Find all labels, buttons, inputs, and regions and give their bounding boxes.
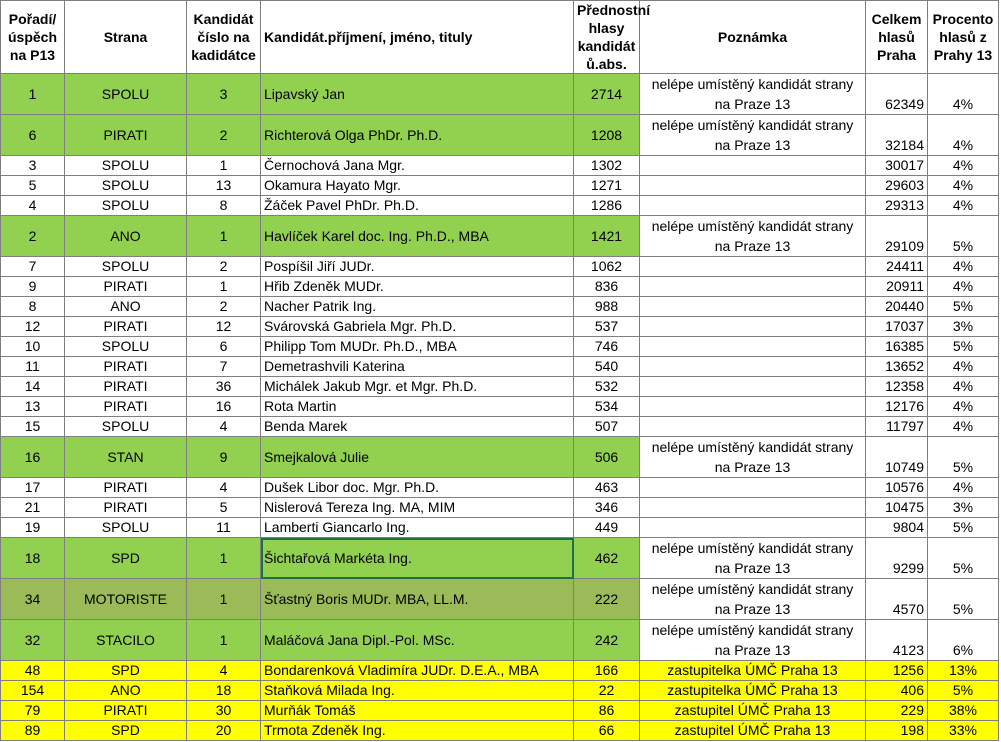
cell-party[interactable]: MOTORISTE bbox=[65, 579, 187, 620]
cell-rank[interactable]: 5 bbox=[1, 176, 65, 196]
header-candidate-number[interactable]: Kandidát číslo na kadidátce bbox=[187, 1, 261, 74]
cell-note[interactable]: nelépe umístěný kandidát strany na Praze 13 bbox=[640, 437, 866, 478]
cell-note[interactable] bbox=[640, 196, 866, 216]
cell-total[interactable]: 16385 bbox=[866, 337, 928, 357]
table-row bbox=[1, 538, 999, 579]
cell-note[interactable] bbox=[640, 357, 866, 377]
cell-rank[interactable]: 17 bbox=[1, 478, 65, 498]
cell-name[interactable]: Rota Martin bbox=[261, 397, 574, 417]
cell-total[interactable]: 12358 bbox=[866, 377, 928, 397]
cell-number[interactable]: 6 bbox=[187, 337, 261, 357]
table-row bbox=[1, 579, 999, 620]
cell-number[interactable]: 1 bbox=[187, 156, 261, 176]
table-row bbox=[1, 297, 999, 317]
cell-rank[interactable]: 79 bbox=[1, 701, 65, 721]
cell-pct[interactable]: 4% bbox=[928, 417, 999, 437]
table-row bbox=[1, 74, 999, 115]
cell-pct[interactable]: 5% bbox=[928, 297, 999, 317]
cell-party[interactable]: PIRATI bbox=[65, 357, 187, 377]
cell-number[interactable]: 5 bbox=[187, 498, 261, 518]
cell-rank[interactable]: 18 bbox=[1, 538, 65, 579]
cell-pref[interactable]: 166 bbox=[574, 661, 640, 681]
cell-number[interactable]: 36 bbox=[187, 377, 261, 397]
cell-total[interactable]: 29603 bbox=[866, 176, 928, 196]
cell-total[interactable]: 229 bbox=[866, 701, 928, 721]
cell-party[interactable]: SPD bbox=[65, 661, 187, 681]
cell-pref[interactable]: 463 bbox=[574, 478, 640, 498]
cell-party[interactable]: SPD bbox=[65, 538, 187, 579]
cell-pref[interactable]: 836 bbox=[574, 277, 640, 297]
cell-name[interactable]: Smejkalová Julie bbox=[261, 437, 574, 478]
cell-note[interactable]: zastupitel ÚMČ Praha 13 bbox=[640, 701, 866, 721]
cell-name[interactable]: Okamura Hayato Mgr. bbox=[261, 176, 574, 196]
cell-total[interactable]: 12176 bbox=[866, 397, 928, 417]
cell-note[interactable]: nelépe umístěný kandidát strany na Praze 13 bbox=[640, 216, 866, 257]
cell-pref[interactable]: 1302 bbox=[574, 156, 640, 176]
cell-total[interactable]: 62349 bbox=[866, 74, 928, 115]
cell-note[interactable]: nelépe umístěný kandidát strany na Praze 13 bbox=[640, 538, 866, 579]
cell-rank[interactable]: 32 bbox=[1, 620, 65, 661]
cell-rank[interactable]: 9 bbox=[1, 277, 65, 297]
cell-note[interactable]: nelépe umístěný kandidát strany na Praze 13 bbox=[640, 74, 866, 115]
table-row bbox=[1, 257, 999, 277]
cell-pref[interactable]: 506 bbox=[574, 437, 640, 478]
cell-rank[interactable]: 3 bbox=[1, 156, 65, 176]
cell-pref[interactable]: 449 bbox=[574, 518, 640, 538]
cell-name[interactable]: Maláčová Jana Dipl.-Pol. MSc. bbox=[261, 620, 574, 661]
cell-party[interactable]: ANO bbox=[65, 297, 187, 317]
cell-pref[interactable]: 1208 bbox=[574, 115, 640, 156]
cell-pct[interactable]: 3% bbox=[928, 498, 999, 518]
table-row bbox=[1, 478, 999, 498]
cell-number[interactable]: 13 bbox=[187, 176, 261, 196]
cell-name[interactable]: Lamberti Giancarlo Ing. bbox=[261, 518, 574, 538]
cell-number[interactable]: 1 bbox=[187, 277, 261, 297]
cell-number[interactable]: 1 bbox=[187, 216, 261, 257]
header-party[interactable]: Strana bbox=[65, 1, 187, 74]
cell-name[interactable]: Michálek Jakub Mgr. et Mgr. Ph.D. bbox=[261, 377, 574, 397]
cell-rank[interactable]: 8 bbox=[1, 297, 65, 317]
cell-rank[interactable]: 16 bbox=[1, 437, 65, 478]
cell-pref[interactable]: 1271 bbox=[574, 176, 640, 196]
cell-number[interactable]: 1 bbox=[187, 538, 261, 579]
cell-pref[interactable]: 746 bbox=[574, 337, 640, 357]
cell-note[interactable]: nelépe umístěný kandidát strany na Praze 13 bbox=[640, 579, 866, 620]
cell-name[interactable]: Philipp Tom MUDr. Ph.D., MBA bbox=[261, 337, 574, 357]
cell-name[interactable]: Pospíšil Jiří JUDr. bbox=[261, 257, 574, 277]
table-row bbox=[1, 216, 999, 257]
cell-name[interactable]: Richterová Olga PhDr. Ph.D. bbox=[261, 115, 574, 156]
cell-total[interactable]: 20911 bbox=[866, 277, 928, 297]
cell-party[interactable]: PIRATI bbox=[65, 377, 187, 397]
table-row bbox=[1, 518, 999, 538]
cell-pct[interactable]: 4% bbox=[928, 74, 999, 115]
cell-name[interactable]: Trmota Zdeněk Ing. bbox=[261, 721, 574, 741]
cell-number[interactable]: 30 bbox=[187, 701, 261, 721]
cell-total[interactable]: 29109 bbox=[866, 216, 928, 257]
table-row bbox=[1, 377, 999, 397]
cell-name[interactable]: Nislerová Tereza Ing. MA, MIM bbox=[261, 498, 574, 518]
cell-pct[interactable]: 3% bbox=[928, 317, 999, 337]
cell-note[interactable] bbox=[640, 277, 866, 297]
cell-note[interactable] bbox=[640, 317, 866, 337]
cell-name[interactable]: Lipavský Jan bbox=[261, 74, 574, 115]
cell-pct[interactable]: 5% bbox=[928, 538, 999, 579]
cell-name[interactable]: Nacher Patrik Ing. bbox=[261, 297, 574, 317]
table-row bbox=[1, 620, 999, 661]
cell-pref[interactable]: 534 bbox=[574, 397, 640, 417]
cell-pct[interactable]: 4% bbox=[928, 478, 999, 498]
cell-note[interactable] bbox=[640, 337, 866, 357]
table-row bbox=[1, 437, 999, 478]
cell-rank[interactable]: 2 bbox=[1, 216, 65, 257]
cell-total[interactable]: 198 bbox=[866, 721, 928, 741]
cell-party[interactable]: PIRATI bbox=[65, 115, 187, 156]
cell-note[interactable] bbox=[640, 176, 866, 196]
cell-total[interactable]: 10475 bbox=[866, 498, 928, 518]
cell-pct[interactable]: 5% bbox=[928, 337, 999, 357]
cell-rank[interactable]: 6 bbox=[1, 115, 65, 156]
cell-pct[interactable]: 4% bbox=[928, 257, 999, 277]
cell-pref[interactable]: 242 bbox=[574, 620, 640, 661]
cell-total[interactable]: 10749 bbox=[866, 437, 928, 478]
cell-number[interactable]: 2 bbox=[187, 257, 261, 277]
cell-pct[interactable]: 6% bbox=[928, 620, 999, 661]
cell-rank[interactable]: 13 bbox=[1, 397, 65, 417]
cell-total[interactable]: 13652 bbox=[866, 357, 928, 377]
cell-name[interactable]: Žáček Pavel PhDr. Ph.D. bbox=[261, 196, 574, 216]
cell-number[interactable]: 18 bbox=[187, 681, 261, 701]
cell-rank[interactable]: 1 bbox=[1, 74, 65, 115]
table-row bbox=[1, 701, 999, 721]
cell-name[interactable]: Havlíček Karel doc. Ing. Ph.D., MBA bbox=[261, 216, 574, 257]
cell-pct[interactable]: 4% bbox=[928, 397, 999, 417]
cell-total[interactable]: 4570 bbox=[866, 579, 928, 620]
cell-total[interactable]: 9299 bbox=[866, 538, 928, 579]
cell-pref[interactable]: 462 bbox=[574, 538, 640, 579]
cell-number[interactable]: 9 bbox=[187, 437, 261, 478]
cell-total[interactable]: 20440 bbox=[866, 297, 928, 317]
cell-party[interactable]: PIRATI bbox=[65, 317, 187, 337]
cell-pref[interactable]: 1421 bbox=[574, 216, 640, 257]
cell-party[interactable]: ANO bbox=[65, 681, 187, 701]
cell-rank[interactable]: 14 bbox=[1, 377, 65, 397]
cell-number[interactable]: 3 bbox=[187, 74, 261, 115]
header-candidate-name[interactable]: Kandidát.příjmení, jméno, tituly bbox=[261, 1, 574, 74]
cell-number[interactable]: 7 bbox=[187, 357, 261, 377]
cell-total[interactable]: 10576 bbox=[866, 478, 928, 498]
cell-rank[interactable]: 15 bbox=[1, 417, 65, 437]
cell-pref[interactable]: 86 bbox=[574, 701, 640, 721]
cell-pref[interactable]: 2714 bbox=[574, 74, 640, 115]
cell-total[interactable]: 11797 bbox=[866, 417, 928, 437]
table-row bbox=[1, 661, 999, 681]
cell-party[interactable]: SPD bbox=[65, 721, 187, 741]
cell-rank[interactable]: 7 bbox=[1, 257, 65, 277]
cell-party[interactable]: SPOLU bbox=[65, 337, 187, 357]
cell-pct[interactable]: 4% bbox=[928, 176, 999, 196]
header-preferential-votes[interactable]: Přednostní hlasy kandidát ů.abs. bbox=[574, 1, 640, 74]
cell-pct[interactable]: 33% bbox=[928, 721, 999, 741]
cell-number[interactable]: 2 bbox=[187, 297, 261, 317]
cell-pref[interactable]: 222 bbox=[574, 579, 640, 620]
cell-number[interactable]: 1 bbox=[187, 579, 261, 620]
cell-rank[interactable]: 10 bbox=[1, 337, 65, 357]
cell-party[interactable]: SPOLU bbox=[65, 176, 187, 196]
table-row bbox=[1, 397, 999, 417]
cell-note[interactable] bbox=[640, 478, 866, 498]
cell-party[interactable]: SPOLU bbox=[65, 518, 187, 538]
cell-pct[interactable]: 4% bbox=[928, 196, 999, 216]
cell-note[interactable] bbox=[640, 397, 866, 417]
table-row bbox=[1, 277, 999, 297]
cell-party[interactable]: SPOLU bbox=[65, 196, 187, 216]
cell-name[interactable]: Benda Marek bbox=[261, 417, 574, 437]
header-total-votes[interactable]: Celkem hlasů Praha bbox=[866, 1, 928, 74]
cell-number[interactable]: 4 bbox=[187, 661, 261, 681]
cell-party[interactable]: SPOLU bbox=[65, 417, 187, 437]
cell-pref[interactable]: 988 bbox=[574, 297, 640, 317]
cell-pct[interactable]: 4% bbox=[928, 156, 999, 176]
table-row bbox=[1, 196, 999, 216]
cell-name[interactable]: Demetrashvili Katerina bbox=[261, 357, 574, 377]
cell-pct[interactable]: 5% bbox=[928, 216, 999, 257]
cell-pref[interactable]: 507 bbox=[574, 417, 640, 437]
cell-note[interactable]: zastupitelka ÚMČ Praha 13 bbox=[640, 681, 866, 701]
cell-number[interactable]: 2 bbox=[187, 115, 261, 156]
cell-pct[interactable]: 4% bbox=[928, 357, 999, 377]
cell-name[interactable]: Hřib Zdeněk MUDr. bbox=[261, 277, 574, 297]
cell-pct[interactable]: 5% bbox=[928, 681, 999, 701]
cell-rank[interactable]: 11 bbox=[1, 357, 65, 377]
cell-party[interactable]: SPOLU bbox=[65, 257, 187, 277]
cell-note[interactable]: zastupitelka ÚMČ Praha 13 bbox=[640, 661, 866, 681]
header-percent[interactable]: Procento hlasů z Prahy 13 bbox=[928, 1, 999, 74]
cell-rank[interactable]: 21 bbox=[1, 498, 65, 518]
cell-pct[interactable]: 13% bbox=[928, 661, 999, 681]
cell-pct[interactable]: 4% bbox=[928, 277, 999, 297]
table-row bbox=[1, 417, 999, 437]
cell-total[interactable]: 17037 bbox=[866, 317, 928, 337]
cell-pref[interactable]: 537 bbox=[574, 317, 640, 337]
cell-party[interactable]: ANO bbox=[65, 216, 187, 257]
cell-pct[interactable]: 5% bbox=[928, 518, 999, 538]
cell-number[interactable]: 1 bbox=[187, 620, 261, 661]
cell-rank[interactable]: 154 bbox=[1, 681, 65, 701]
cell-pct[interactable]: 5% bbox=[928, 579, 999, 620]
cell-total[interactable]: 1256 bbox=[866, 661, 928, 681]
cell-note[interactable] bbox=[640, 297, 866, 317]
cell-note[interactable]: nelépe umístěný kandidát strany na Praze 13 bbox=[640, 115, 866, 156]
cell-pct[interactable]: 4% bbox=[928, 115, 999, 156]
cell-number[interactable]: 11 bbox=[187, 518, 261, 538]
cell-party[interactable]: SPOLU bbox=[65, 74, 187, 115]
table-row bbox=[1, 115, 999, 156]
cell-rank[interactable]: 4 bbox=[1, 196, 65, 216]
cell-number[interactable]: 12 bbox=[187, 317, 261, 337]
cell-note[interactable] bbox=[640, 498, 866, 518]
cell-party[interactable]: PIRATI bbox=[65, 498, 187, 518]
cell-party[interactable]: PIRATI bbox=[65, 478, 187, 498]
cell-party[interactable]: STACILO bbox=[65, 620, 187, 661]
cell-pct[interactable]: 4% bbox=[928, 377, 999, 397]
cell-total[interactable]: 29313 bbox=[866, 196, 928, 216]
cell-name[interactable]: Černochová Jana Mgr. bbox=[261, 156, 574, 176]
cell-number[interactable]: 4 bbox=[187, 417, 261, 437]
cell-pref[interactable]: 346 bbox=[574, 498, 640, 518]
cell-total[interactable]: 9804 bbox=[866, 518, 928, 538]
cell-note[interactable] bbox=[640, 518, 866, 538]
cell-rank[interactable]: 34 bbox=[1, 579, 65, 620]
cell-pct[interactable]: 38% bbox=[928, 701, 999, 721]
cell-pref[interactable]: 532 bbox=[574, 377, 640, 397]
cell-rank[interactable]: 12 bbox=[1, 317, 65, 337]
cell-party[interactable]: PIRATI bbox=[65, 701, 187, 721]
cell-rank[interactable]: 19 bbox=[1, 518, 65, 538]
header-row bbox=[1, 1, 999, 74]
cell-name[interactable]: Bondarenková Vladimíra JUDr. D.E.A., MBA bbox=[261, 661, 574, 681]
cell-name[interactable]: Dušek Libor doc. Mgr. Ph.D. bbox=[261, 478, 574, 498]
cell-number[interactable]: 4 bbox=[187, 478, 261, 498]
cell-pref[interactable]: 1062 bbox=[574, 257, 640, 277]
cell-party[interactable]: PIRATI bbox=[65, 277, 187, 297]
cell-number[interactable]: 20 bbox=[187, 721, 261, 741]
cell-number[interactable]: 16 bbox=[187, 397, 261, 417]
cell-party[interactable]: STAN bbox=[65, 437, 187, 478]
table-row bbox=[1, 317, 999, 337]
cell-pref[interactable]: 540 bbox=[574, 357, 640, 377]
cell-total[interactable]: 406 bbox=[866, 681, 928, 701]
cell-pref[interactable]: 22 bbox=[574, 681, 640, 701]
cell-total[interactable]: 30017 bbox=[866, 156, 928, 176]
cell-name[interactable]: Šťastný Boris MUDr. MBA, LL.M. bbox=[261, 579, 574, 620]
cell-name[interactable]: Staňková Milada Ing. bbox=[261, 681, 574, 701]
cell-name[interactable]: Svárovská Gabriela Mgr. Ph.D. bbox=[261, 317, 574, 337]
table-row bbox=[1, 498, 999, 518]
cell-note[interactable]: nelépe umístěný kandidát strany na Praze 13 bbox=[640, 620, 866, 661]
cell-number[interactable]: 8 bbox=[187, 196, 261, 216]
table-row bbox=[1, 681, 999, 701]
cell-note[interactable] bbox=[640, 257, 866, 277]
cell-rank[interactable]: 48 bbox=[1, 661, 65, 681]
cell-pref[interactable]: 66 bbox=[574, 721, 640, 741]
cell-note[interactable] bbox=[640, 156, 866, 176]
cell-total[interactable]: 32184 bbox=[866, 115, 928, 156]
table-row bbox=[1, 357, 999, 377]
cell-name-selected[interactable]: Šichtařová Markéta Ing. bbox=[261, 538, 574, 579]
cell-total[interactable]: 24411 bbox=[866, 257, 928, 277]
cell-note[interactable] bbox=[640, 377, 866, 397]
cell-name[interactable]: Murňák Tomáš bbox=[261, 701, 574, 721]
table-row bbox=[1, 721, 999, 741]
cell-note[interactable]: zastupitel ÚMČ Praha 13 bbox=[640, 721, 866, 741]
table-row bbox=[1, 156, 999, 176]
cell-note[interactable] bbox=[640, 417, 866, 437]
table-row bbox=[1, 337, 999, 357]
cell-total[interactable]: 4123 bbox=[866, 620, 928, 661]
header-note[interactable]: Poznámka bbox=[640, 1, 866, 74]
header-rank[interactable]: Pořadí/ úspěch na P13 bbox=[1, 1, 65, 74]
cell-pct[interactable]: 5% bbox=[928, 437, 999, 478]
cell-rank[interactable]: 89 bbox=[1, 721, 65, 741]
cell-party[interactable]: SPOLU bbox=[65, 156, 187, 176]
cell-party[interactable]: PIRATI bbox=[65, 397, 187, 417]
table-row bbox=[1, 176, 999, 196]
cell-pref[interactable]: 1286 bbox=[574, 196, 640, 216]
